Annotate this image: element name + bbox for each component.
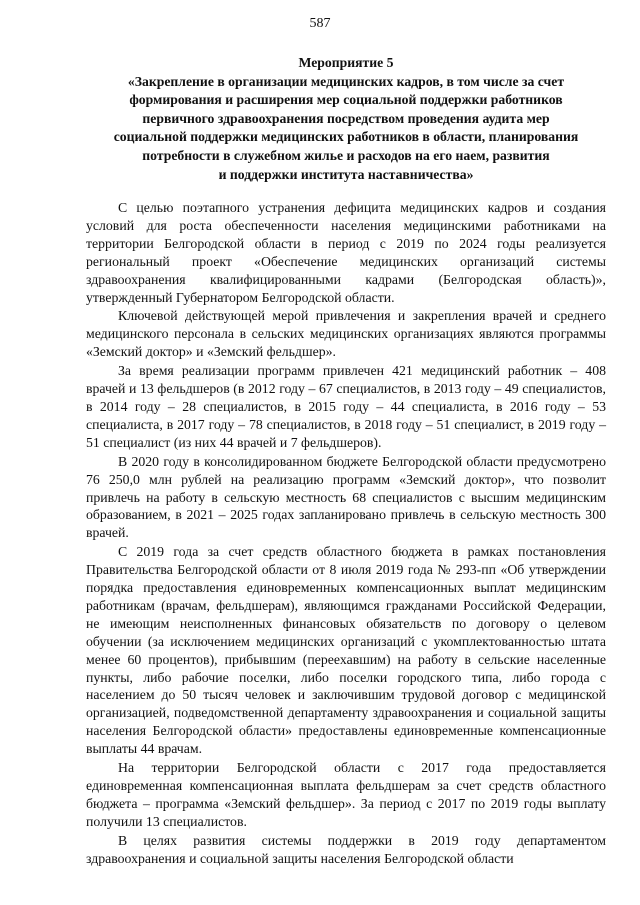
paragraph: В целях развития системы поддержки в 2019 году департаментом здравоохранения и социальной защиты населения Белгородской области [86,832,606,866]
paragraph: На территории Белгородской области с 2017 года предоставляется единовременная компенсационная выплата фельдшерам за счет средств областного бюджета – программа «Земский фельдшер». За период с 2017 по 2019 годы выплату получили 13 специалистов. [86,760,606,829]
heading-line: первичного здравоохранения посредством проведения аудита мер [142,110,550,126]
heading-line: потребности в служебном жилье и расходов на его наем, развития [142,147,550,163]
paragraph: С 2019 года за счет средств областного бюджета в рамках постановления Правительства Белгородской области от 8 июля 2019 года № 293-пп «Об утверждении порядка предоставления единовременных компенсационных выплат медицинским работникам (врачам, фельдшерам), являющимся гражданами Российской Федерации, не имеющим неисполненных финансовых обязательств по договору о целевом обучении (за исключением медицинских организаций с укомплектованностью штата менее 60 процентов), прибывшим (переехавшим) на работу в сельские населенные пункты, либо рабочие поселки, либо поселки городского типа, либо города с населением до 50 тысяч человек и заключившим трудовой договор с медицинской организацией, подведомственной департаменту здравоохранения и социальной защиты населения Белгородской области» предоставлены единовременные компенсационные выплаты 44 врачам. [86,544,606,757]
paragraph: В 2020 году в консолидированном бюджете Белгородской области предусмотрено 76 250,0 млн рублей на реализацию программ «Земский доктор», что позволит привлечь на работу в сельскую местность 68 специалистов с высшим медицинским образованием, в 2021 – 2025 годах запланировано привлечь в сельскую местность 300 врачей. [86,453,606,541]
paragraph: За время реализации программ привлечен 421 медицинский работник – 408 врачей и 13 фельдшеров (в 2012 году – 67 специалистов, в 2013 году – 49 специалистов, в 2014 году – 28 специалистов, в 2015 году – 44 специалиста, в 2016 году – 53 специалиста, в 2017 году – 78 специалистов, в 2018 году – 51 специалист, в 2019 году –51 специалист (из них 44 врачей и 7 фельдшеров). [86,363,606,450]
heading-line: социальной поддержки медицинских работников в области, планирования [113,129,579,145]
heading-line: «Закрепление в организации медицинских кадров, в том числе за счет [127,73,565,89]
heading-line: и поддержки института наставничества» [218,166,474,182]
page-number: 587 [309,16,331,31]
paragraph: Ключевой действующей мерой привлечения и закрепления врачей и среднего медицинского персонала в сельских медицинских организациях являются программы «Земский доктор» и «Земский фельдшер». [86,308,606,360]
paragraph: С целью поэтапного устранения дефицита медицинских кадров и создания условий для роста обеспеченности населения медицинскими работниками на территории Белгородской области в период с 2019 по 2024 годы реализуется региональный проект «Обеспечение медицинских организаций системы здравоохранения квалифицированными кадрами (Белгородская область)», утвержденный Губернатором Белгородской области. [86,200,606,305]
body-text [86,199,606,868]
section-heading [86,54,606,184]
heading-line: формирования и расширения мер социальной поддержки работников [129,92,563,108]
heading-title: Мероприятие 5 [298,55,394,70]
